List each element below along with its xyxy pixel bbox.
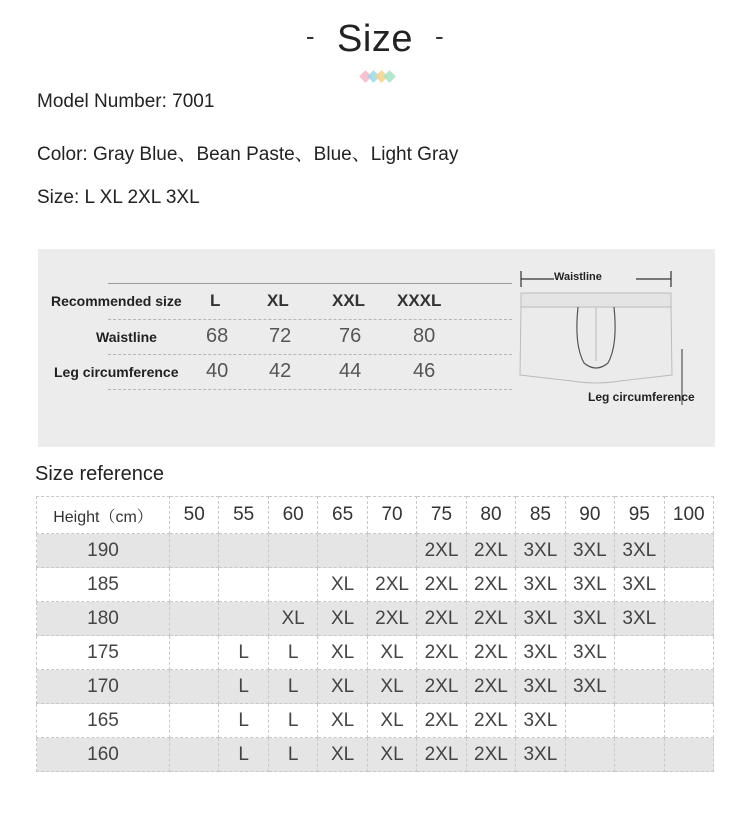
weight-header: 70 — [367, 497, 416, 534]
size-cell — [170, 602, 219, 636]
title-dash-right: - — [434, 21, 445, 51]
size-cell — [219, 534, 268, 568]
size-cell: L — [219, 636, 268, 670]
spec-panel — [38, 249, 715, 447]
size-cell: 3XL — [615, 602, 664, 636]
title-dash-left: - — [305, 21, 316, 51]
size-cell — [664, 704, 713, 738]
table-row — [37, 568, 714, 602]
size-cell: L — [268, 670, 317, 704]
weight-header: 60 — [268, 497, 317, 534]
size-cell: 2XL — [466, 534, 515, 568]
height-cell: 160 — [37, 738, 170, 772]
diagram-waistline-label: Waistline — [554, 271, 602, 283]
size-cell: XL — [318, 738, 367, 772]
leg-l: 40 — [206, 360, 229, 382]
height-cell: 165 — [37, 704, 170, 738]
size-cell — [170, 670, 219, 704]
spec-size-xl: XL — [267, 291, 289, 310]
size-cell: 3XL — [565, 602, 614, 636]
size-cell: XL — [367, 670, 416, 704]
size-cell: 3XL — [516, 704, 565, 738]
size-cell: L — [219, 738, 268, 772]
table-row — [37, 738, 714, 772]
weight-header: 50 — [170, 497, 219, 534]
size-cell: L — [268, 636, 317, 670]
size-cell — [170, 636, 219, 670]
weight-header: 95 — [615, 497, 664, 534]
table-row — [37, 704, 714, 738]
size-cell — [664, 534, 713, 568]
size-cell: L — [268, 738, 317, 772]
size-reference-table — [36, 496, 714, 772]
size-cell — [664, 738, 713, 772]
weight-header: 75 — [417, 497, 466, 534]
waistline-xxxl: 80 — [413, 325, 436, 347]
size-cell: 3XL — [565, 568, 614, 602]
waistline-label: Waistline — [96, 329, 157, 345]
spec-size-xxl: XXL — [332, 291, 366, 310]
size-cell — [170, 534, 219, 568]
leg-xl: 42 — [269, 360, 292, 382]
size-cell — [170, 738, 219, 772]
table-header-row — [37, 497, 714, 534]
height-cell: 185 — [37, 568, 170, 602]
weight-header: 55 — [219, 497, 268, 534]
size-cell: 2XL — [466, 636, 515, 670]
size-cell: 2XL — [417, 602, 466, 636]
size-cell: 3XL — [565, 636, 614, 670]
size-cell: XL — [318, 568, 367, 602]
size-cell: 2XL — [417, 704, 466, 738]
size-cell — [170, 568, 219, 602]
size-cell — [565, 704, 614, 738]
size-cell: 3XL — [516, 670, 565, 704]
size-cell — [615, 704, 664, 738]
size-cell — [367, 534, 416, 568]
size-cell: XL — [367, 738, 416, 772]
size-cell: 3XL — [565, 670, 614, 704]
weight-header: 85 — [516, 497, 565, 534]
size-cell — [318, 534, 367, 568]
spec-size-xxxl: XXXL — [397, 291, 442, 310]
size-cell: XL — [318, 636, 367, 670]
waistline-xl: 72 — [269, 325, 292, 347]
height-cell: 175 — [37, 636, 170, 670]
height-cell: 190 — [37, 534, 170, 568]
underwear-diagram — [512, 265, 712, 437]
size-cell: 2XL — [466, 670, 515, 704]
height-cell: 180 — [37, 602, 170, 636]
size-cell: L — [219, 704, 268, 738]
waistline-xxl: 76 — [339, 325, 362, 347]
size-cell: 2XL — [417, 738, 466, 772]
size-cell: L — [268, 704, 317, 738]
size-cell — [664, 636, 713, 670]
decorative-diamonds — [359, 70, 399, 84]
size-cell: 3XL — [516, 602, 565, 636]
size-cell: 2XL — [367, 602, 416, 636]
size-cell: 3XL — [516, 738, 565, 772]
size-cell: L — [219, 670, 268, 704]
spec-rule — [108, 354, 512, 355]
size-cell: 3XL — [565, 534, 614, 568]
model-number: Model Number: 7001 — [37, 91, 215, 112]
size-cell — [219, 568, 268, 602]
waistline-l: 68 — [206, 325, 229, 347]
size-cell: 2XL — [417, 534, 466, 568]
size-cell: 2XL — [466, 568, 515, 602]
size-cell — [664, 568, 713, 602]
size-cell: XL — [318, 602, 367, 636]
size-cell — [268, 534, 317, 568]
leg-circumference-label: Leg circumference — [54, 364, 179, 380]
leg-xxxl: 46 — [413, 360, 436, 382]
size-cell: XL — [318, 704, 367, 738]
size-cell: 2XL — [417, 636, 466, 670]
size-cell — [268, 568, 317, 602]
weight-header: 65 — [318, 497, 367, 534]
spec-rule — [108, 319, 512, 320]
size-cell: 3XL — [516, 568, 565, 602]
diagram-leg-label: Leg circumference — [588, 390, 695, 404]
size-cell: 3XL — [615, 568, 664, 602]
size-cell: 3XL — [615, 534, 664, 568]
recommended-size-label: Recommended size — [51, 293, 182, 309]
spec-rule — [108, 283, 512, 284]
table-row — [37, 636, 714, 670]
table-row — [37, 670, 714, 704]
height-header: Height（cm） — [37, 497, 170, 534]
size-cell — [664, 670, 713, 704]
table-row — [37, 602, 714, 636]
spec-rule — [108, 389, 512, 390]
size-cell: 2XL — [466, 738, 515, 772]
size-cell: 2XL — [466, 704, 515, 738]
size-reference-title: Size reference — [35, 463, 164, 485]
page-title-row — [0, 18, 750, 61]
size-cell — [615, 636, 664, 670]
size-cell — [615, 738, 664, 772]
weight-header: 80 — [466, 497, 515, 534]
size-cell: 2XL — [466, 602, 515, 636]
size-cell: XL — [318, 670, 367, 704]
size-cell: 2XL — [417, 670, 466, 704]
weight-header: 90 — [565, 497, 614, 534]
size-list: Size: L XL 2XL 3XL — [37, 187, 200, 208]
color-list: Color: Gray Blue、Bean Paste、Blue、Light Gray — [37, 144, 459, 165]
size-cell — [170, 704, 219, 738]
size-cell: XL — [268, 602, 317, 636]
height-cell: 170 — [37, 670, 170, 704]
size-cell: 2XL — [367, 568, 416, 602]
size-cell: 3XL — [516, 636, 565, 670]
size-cell: XL — [367, 704, 416, 738]
size-cell — [565, 738, 614, 772]
diamond-green — [383, 70, 396, 83]
size-cell — [615, 670, 664, 704]
waistband-shape — [521, 293, 671, 307]
weight-header: 100 — [664, 497, 713, 534]
size-cell — [219, 602, 268, 636]
size-cell — [664, 602, 713, 636]
size-cell: XL — [367, 636, 416, 670]
table-row — [37, 534, 714, 568]
page-title: Size — [337, 18, 413, 60]
leg-xxl: 44 — [339, 360, 362, 382]
size-cell: 3XL — [516, 534, 565, 568]
size-cell: 2XL — [417, 568, 466, 602]
spec-size-l: L — [210, 291, 221, 310]
